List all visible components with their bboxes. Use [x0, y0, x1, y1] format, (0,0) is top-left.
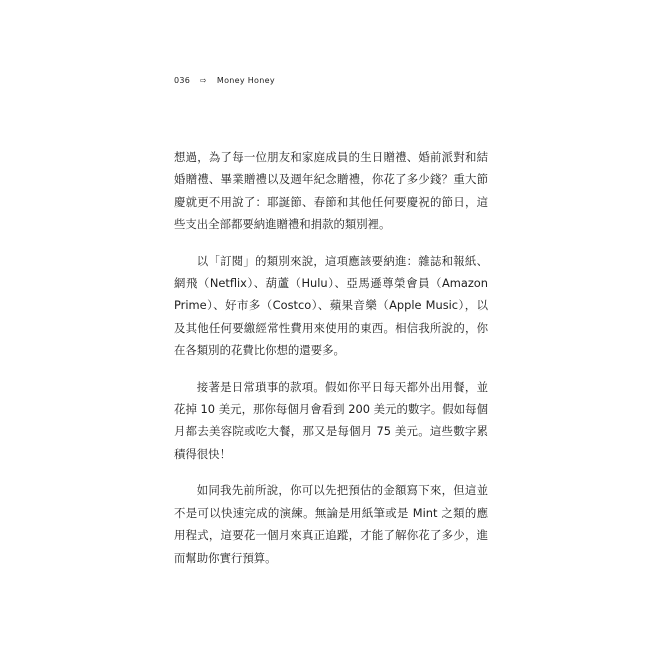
- running-header: [174, 76, 275, 85]
- paragraph-4: 如同我先前所說，你可以先把預估的金額寫下來，但這並不是可以快速完成的演練。無論是用紙筆或是 Mint 之類的應用程式，這要花一個月來真正追蹤，才能了解你花了多少，進而幫助你實行預算。: [174, 483, 488, 565]
- body-text: [174, 146, 488, 583]
- paragraph-1: 想過，為了每一位朋友和家庭成員的生日贈禮、婚前派對和結婚贈禮、畢業贈禮以及週年紀念贈禮，你花了多少錢？重大節慶就更不用說了：耶誕節、春節和其他任何要慶祝的節日，這些支出全部都要納進贈禮和捐款的類別裡。: [174, 150, 488, 232]
- paragraph-3: 接著是日常瑣事的款項。假如你平日每天都外出用餐，並花掉 10 美元，那你每個月會看到 200 美元的數字。假如每個月都去美容院或吃大餐，那又是每個月 75 美元。這些數字累積得很快！: [174, 379, 488, 461]
- page-number: 036: [174, 76, 191, 85]
- paragraph-2: 以「訂閱」的類別來說，這項應該要納進：雜誌和報紙、網飛（Netflix）、葫蘆（Hulu）、亞馬遜尊榮會員（Amazon Prime）、好市多（Costco）、蘋果音樂（Apple Music），以及其他任何要繳經常性費用來使用的東西。相信我所說的，你在各類別的花費比你想的還要多。: [174, 253, 488, 358]
- arrow-right-icon: ⇨: [200, 76, 208, 85]
- book-title: Money Honey: [216, 76, 275, 85]
